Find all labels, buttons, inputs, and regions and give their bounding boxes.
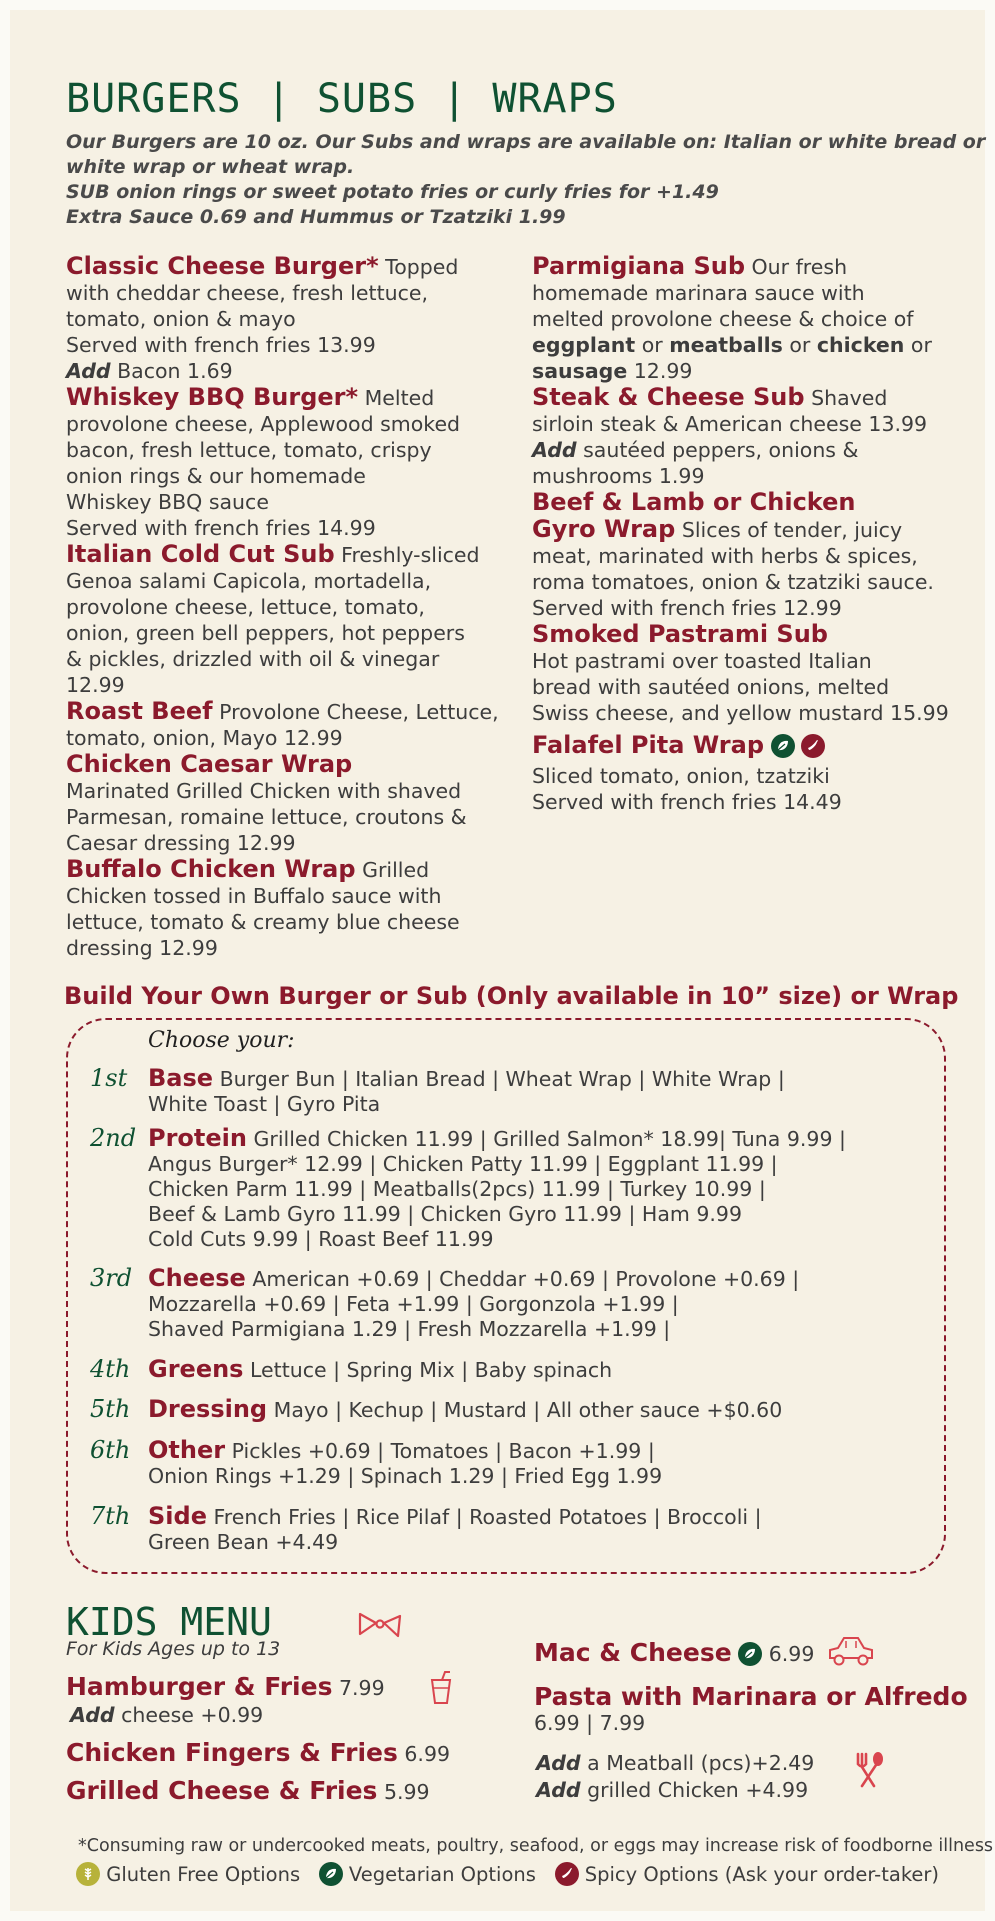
legend-gluten-label: Gluten Free Options <box>106 1863 301 1886</box>
item-name: Roast Beef <box>66 697 213 725</box>
item-desc: Slices of tender, juicy <box>675 518 903 542</box>
menu-item-chicken-caesar-wrap <box>66 751 496 856</box>
step-name: Greens <box>148 1355 244 1383</box>
add-option: a Meatball (pcs)+2.49 <box>580 1751 815 1775</box>
item-price: 12.99 <box>627 359 693 383</box>
gluten-free-wheat-icon <box>76 1862 100 1886</box>
item-name: Smoked Pastrami Sub <box>532 620 828 648</box>
step-name: Other <box>148 1436 226 1464</box>
step-options: Grilled Chicken 11.99 | Grilled Salmon* 18.99| Tuna 9.99 | <box>246 1127 846 1151</box>
kids-menu-subtitle: For Kids Ages up to 13 <box>66 1638 281 1660</box>
menu-item-smoked-pastrami-sub <box>532 621 972 726</box>
item-desc: onion rings & our homemade <box>66 464 366 488</box>
item-desc: provolone cheese, lettuce, tomato, <box>66 595 425 619</box>
menu-item-steak-cheese-sub <box>532 384 972 489</box>
item-desc: homemade marinara sauce with <box>532 281 865 305</box>
item-desc: Served with french fries 12.99 <box>532 596 842 620</box>
item-name: Mac & Cheese <box>534 1638 732 1667</box>
item-desc: or <box>635 333 670 357</box>
item-desc: Served with french fries 13.99 <box>66 333 376 357</box>
legend-vegetarian-label: Vegetarian Options <box>348 1863 536 1886</box>
choice-option: sausage <box>532 359 628 383</box>
food-safety-note: *Consuming raw or undercooked meats, poultry, seafood, or eggs may increase risk of foodborne illness <box>78 1836 994 1856</box>
step-options: White Toast | Gyro Pita <box>148 1092 381 1116</box>
add-label: Add <box>66 359 111 383</box>
step-options: Burger Bun | Italian Bread | Wheat Wrap | White Wrap | <box>213 1067 785 1091</box>
choice-option: meatballs <box>669 333 783 357</box>
item-desc: Topped <box>378 255 459 279</box>
kids-item-hamburger <box>66 1672 385 1727</box>
item-desc: provolone cheese, Applewood smoked <box>66 412 461 436</box>
step-options: Mozzarella +0.69 | Feta +1.99 | Gorgonzola +1.99 | <box>148 1292 679 1316</box>
menu-item-buffalo-chicken-wrap <box>66 856 496 961</box>
item-name: Classic Cheese Burger* <box>66 252 379 280</box>
item-desc: or <box>782 333 817 357</box>
menu-item-italian-cold-cut-sub <box>66 541 496 698</box>
step-ordinal: 4th <box>90 1355 131 1383</box>
add-option: Bacon 1.69 <box>110 359 233 383</box>
step-options: Shaved Parmigiana 1.29 | Fresh Mozzarella +1.99 | <box>148 1317 671 1341</box>
step-name: Dressing <box>148 1395 268 1423</box>
step-options: American +0.69 | Cheddar +0.69 | Provolone +0.69 | <box>245 1267 800 1291</box>
intro-line: white wrap or wheat wrap. <box>66 156 355 178</box>
item-desc: meat, marinated with herbs & spices, <box>532 544 918 568</box>
intro-line: Our Burgers are 10 oz. Our Subs and wraps are available on: Italian or white bread or <box>66 131 986 153</box>
item-desc: Marinated Grilled Chicken with shaved <box>66 779 462 803</box>
item-name: Gyro Wrap <box>532 515 676 543</box>
kids-add-ons <box>536 1750 814 1804</box>
choice-option: chicken <box>816 333 905 357</box>
add-option: sautéed peppers, onions & <box>576 438 859 462</box>
intro-line: Extra Sauce 0.69 and Hummus or Tzatziki 1.99 <box>66 206 566 228</box>
spicy-pepper-icon <box>801 734 825 758</box>
menu-item-classic-cheese-burger <box>66 253 496 384</box>
item-name: Chicken Caesar Wrap <box>66 750 353 778</box>
intro-text <box>66 130 986 230</box>
choice-option: eggplant <box>532 333 636 357</box>
toy-car-icon <box>826 1634 876 1668</box>
step-ordinal: 1st <box>90 1064 128 1092</box>
item-name: Parmigiana Sub <box>532 252 745 280</box>
item-desc: Served with french fries 14.49 <box>532 790 842 814</box>
item-desc: lettuce, tomato & creamy blue cheese <box>66 910 460 934</box>
add-label: Add <box>536 1778 581 1802</box>
kids-menu-title: KIDS MENU <box>66 1600 272 1644</box>
item-desc: Freshly-sliced <box>334 543 480 567</box>
add-label: Add <box>532 438 577 462</box>
add-label: Add <box>536 1751 581 1775</box>
item-name: Grilled Cheese & Fries <box>66 1776 378 1805</box>
item-desc: Our fresh <box>745 255 848 279</box>
choose-your-label: Choose your: <box>148 1028 295 1053</box>
step-name: Cheese <box>148 1264 246 1292</box>
item-desc: & pickles, drizzled with oil & vinegar <box>66 647 440 671</box>
step-name: Side <box>148 1502 207 1530</box>
item-price: 6.99 <box>762 1642 815 1666</box>
step-options: Green Bean +4.49 <box>148 1530 339 1554</box>
item-desc: dressing 12.99 <box>66 936 218 960</box>
step-ordinal: 7th <box>90 1502 131 1530</box>
item-desc: bread with sautéed onions, melted <box>532 675 890 699</box>
item-price: 5.99 <box>377 1780 430 1804</box>
step-options: French Fries | Rice Pilaf | Roasted Potatoes | Broccoli | <box>206 1505 762 1529</box>
item-desc: Provolone Cheese, Lettuce, <box>212 700 499 724</box>
item-desc: Swiss cheese, and yellow mustard 15.99 <box>532 701 949 725</box>
vegetarian-leaf-icon <box>319 1862 343 1886</box>
step-ordinal: 6th <box>90 1436 131 1464</box>
intro-line: SUB onion rings or sweet potato fries or curly fries for +1.49 <box>66 181 719 203</box>
legend-spicy-label: Spicy Options (Ask your order-taker) <box>584 1863 940 1886</box>
step-options: Mayo | Kechup | Mustard | All other sauce +$0.60 <box>267 1398 783 1422</box>
item-name: Hamburger & Fries <box>66 1672 333 1701</box>
add-option: cheese +0.99 <box>114 1703 264 1727</box>
item-desc: Genoa salami Capicola, mortadella, <box>66 569 432 593</box>
item-desc: Shaved <box>804 386 888 410</box>
item-desc: Served with french fries 14.99 <box>66 516 376 540</box>
vegetarian-leaf-icon <box>738 1642 762 1666</box>
item-desc: Parmesan, romaine lettuce, croutons & <box>66 805 467 829</box>
item-desc: Caesar dressing 12.99 <box>66 831 296 855</box>
step-options: Chicken Parm 11.99 | Meatballs(2pcs) 11.99 | Turkey 10.99 | <box>148 1177 766 1201</box>
item-desc: roma tomatoes, onion & tzatziki sauce. <box>532 570 934 594</box>
kids-item-grilled-cheese <box>66 1776 430 1805</box>
item-desc: Grilled <box>355 858 430 882</box>
item-name: Buffalo Chicken Wrap <box>66 855 356 883</box>
item-desc: Chicken tossed in Buffalo sauce with <box>66 884 442 908</box>
item-desc: or <box>904 333 932 357</box>
item-desc: Hot pastrami over toasted Italian <box>532 649 872 673</box>
step-name: Protein <box>148 1124 247 1152</box>
step-ordinal: 2nd <box>90 1124 137 1152</box>
menu-item-gyro-wrap <box>532 489 972 621</box>
item-desc: tomato, onion & mayo <box>66 307 296 331</box>
item-price: 6.99 <box>397 1742 451 1766</box>
bow-tie-icon <box>356 1610 404 1640</box>
vegetarian-leaf-icon <box>771 734 795 758</box>
step-options: Pickles +0.69 | Tomatoes | Bacon +1.99 | <box>225 1439 655 1463</box>
cup-icon <box>428 1670 454 1706</box>
add-option: grilled Chicken +4.99 <box>580 1778 809 1802</box>
step-options: Beef & Lamb Gyro 11.99 | Chicken Gyro 11.99 | Ham 9.99 <box>148 1202 743 1226</box>
kids-item-pasta <box>534 1682 968 1735</box>
item-name: Chicken Fingers & Fries <box>66 1738 398 1767</box>
item-desc: onion, green bell peppers, hot peppers <box>66 621 465 645</box>
item-desc: bacon, fresh lettuce, tomato, crispy <box>66 438 432 462</box>
item-desc: mushrooms 1.99 <box>532 464 705 488</box>
item-desc: melted provolone cheese & choice of <box>532 307 914 331</box>
item-desc: tomato, onion, Mayo 12.99 <box>66 726 343 750</box>
item-name: Pasta with Marinara or Alfredo <box>534 1682 968 1711</box>
item-desc: 12.99 <box>66 673 125 697</box>
item-price: 6.99 | 7.99 <box>534 1711 646 1735</box>
menu-item-whiskey-bbq-burger <box>66 384 496 541</box>
kids-item-chicken-fingers <box>66 1738 450 1767</box>
step-options: Lettuce | Spring Mix | Baby spinach <box>243 1358 613 1382</box>
add-label: Add <box>70 1703 115 1727</box>
left-column <box>66 252 499 961</box>
build-your-own-title: Build Your Own Burger or Sub (Only available in 10” size) or Wrap <box>64 982 959 1010</box>
item-desc: sirloin steak & American cheese 13.99 <box>532 412 928 436</box>
step-options: Cold Cuts 9.99 | Roast Beef 11.99 <box>148 1227 494 1251</box>
item-desc: Melted <box>358 386 435 410</box>
item-desc: Sliced tomato, onion, tzatziki <box>532 764 830 788</box>
item-price: 7.99 <box>332 1676 385 1700</box>
step-ordinal: 3rd <box>90 1264 133 1292</box>
menu-item-parmigiana-sub <box>532 253 972 384</box>
step-name: Base <box>148 1064 214 1092</box>
item-desc: Whiskey BBQ sauce <box>66 490 269 514</box>
spicy-pepper-icon <box>555 1862 579 1886</box>
step-options: Onion Rings +1.29 | Spinach 1.29 | Fried Egg 1.99 <box>148 1464 663 1488</box>
item-name: Whiskey BBQ Burger* <box>66 383 359 411</box>
legend <box>76 1862 939 1886</box>
step-ordinal: 5th <box>90 1395 131 1423</box>
menu-item-roast-beef <box>66 697 499 751</box>
item-desc: with cheddar cheese, fresh lettuce, <box>66 281 429 305</box>
step-options: Angus Burger* 12.99 | Chicken Patty 11.99 | Eggplant 11.99 | <box>148 1152 778 1176</box>
item-name: Falafel Pita Wrap <box>532 731 765 759</box>
item-name: Steak & Cheese Sub <box>532 383 805 411</box>
menu-item-falafel-pita-wrap <box>532 732 972 815</box>
item-name: Beef & Lamb or Chicken <box>532 488 856 516</box>
section-title: BURGERS | SUBS | WRAPS <box>66 76 618 122</box>
item-name: Italian Cold Cut Sub <box>66 540 335 568</box>
right-column <box>532 253 972 815</box>
fork-spoon-icon <box>848 1750 890 1790</box>
kids-item-mac-cheese <box>534 1638 814 1667</box>
